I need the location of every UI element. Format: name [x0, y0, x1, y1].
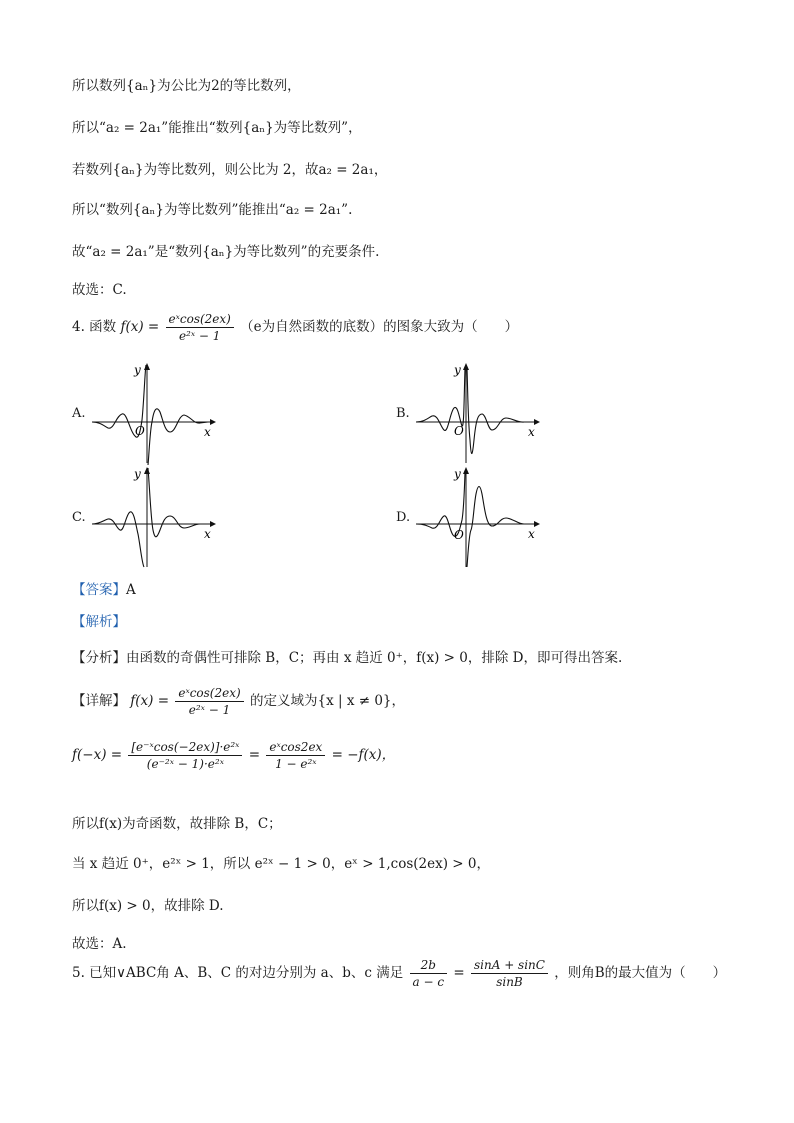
option-c-label: C. [72, 510, 86, 525]
fenxi-tag: 【分析】 [72, 650, 126, 666]
graph-b-x-label: x [528, 425, 535, 439]
q5-denominator-1: a − c [412, 975, 445, 989]
detail-domain: 的定义域为{x | x ≠ 0}， [249, 693, 406, 709]
graph-b-origin-label: O [454, 424, 464, 438]
q4-prefix: 4. 函数 [72, 319, 117, 335]
choose-line: 故选：A. [72, 936, 127, 952]
proof-line-1: 所以数列{aₙ}为公比为2的等比数列， [72, 78, 301, 94]
graph-a [90, 360, 220, 465]
detail-denominator: e²ˣ − 1 [188, 703, 231, 717]
q5-denominator-2: sinB [496, 975, 523, 989]
graph-a-origin-label: O [135, 424, 145, 438]
odd-line: 所以f(x)为奇函数，故排除 B，C； [72, 816, 282, 832]
detail-lhs: f(x) = [130, 693, 170, 709]
graph-b-y-label: y [454, 363, 461, 377]
graph-c-y-label: y [134, 467, 141, 481]
question-4 [72, 312, 518, 343]
question-5 [72, 958, 726, 989]
graph-c-x-label: x [204, 527, 211, 541]
q5-suffix: ，则角B的最大值为（ ） [554, 965, 727, 981]
fenxi-line [72, 646, 622, 666]
equation-line [72, 740, 395, 771]
graph-a-y-label: y [134, 363, 141, 377]
graph-a-x-label: x [204, 425, 211, 439]
positive-line: 所以f(x) > 0，故排除 D. [72, 898, 224, 914]
eq-denominator-1: (e⁻²ˣ − 1)·e²ˣ [146, 757, 224, 771]
eq-numerator-2: eˣcos2ex [266, 740, 325, 756]
graph-c-svg [90, 464, 220, 569]
detail-numerator: eˣcos(2ex) [175, 686, 243, 702]
proof-line-5: 故“a₂ = 2a₁”是“数列{aₙ}为等比数列”的充要条件. [72, 244, 380, 260]
q5-numerator-1: 2b [410, 958, 448, 974]
answer-value: A [126, 582, 136, 598]
graph-d-svg [414, 464, 544, 569]
eq-lhs: f(−x) = [72, 747, 123, 763]
graph-a-svg [90, 360, 220, 465]
q4-numerator: eˣcos(2ex) [166, 312, 234, 328]
option-a-label: A. [72, 406, 86, 421]
graph-d-origin-label: O [454, 528, 464, 542]
detail-fraction [175, 686, 243, 717]
graph-d [414, 464, 544, 569]
q5-fraction-1 [410, 958, 448, 989]
eq-equals: = [248, 747, 261, 763]
detail-line [72, 686, 405, 717]
q5-numerator-2: sinA + sinC [471, 958, 548, 974]
proof-line-6: 故选：C. [72, 282, 127, 298]
proof-line-3: 若数列{aₙ}为等比数列，则公比为 2，故a₂ = 2a₁， [72, 162, 388, 178]
graph-c [90, 464, 220, 569]
answer-tag: 【答案】 [72, 582, 126, 598]
eq-numerator-1: [e⁻ˣcos(−2ex)]·e²ˣ [128, 740, 242, 756]
graph-d-y-label: y [454, 467, 461, 481]
q5-equals: = [453, 965, 465, 981]
graph-d-x-label: x [528, 527, 535, 541]
eq-fraction-2 [266, 740, 325, 771]
q4-func-lhs: f(x) = [120, 319, 160, 335]
eq-denominator-2: 1 − e²ˣ [275, 757, 317, 771]
eq-fraction-1 [128, 740, 242, 771]
eq-rhs: = −f(x)， [331, 747, 396, 763]
analysis-line [72, 610, 126, 630]
analysis-tag: 【解析】 [72, 614, 126, 630]
graph-b [414, 360, 544, 465]
q4-denominator: e²ˣ − 1 [178, 329, 221, 343]
option-d-label: D. [396, 510, 411, 525]
q4-fraction [166, 312, 234, 343]
answer-line [72, 578, 136, 598]
q5-prefix: 5. 已知∨ABC角 A、B、C 的对边分别为 a、b、c 满足 [72, 965, 404, 981]
graph-b-svg [414, 360, 544, 465]
detail-tag: 【详解】 [72, 693, 126, 709]
q5-fraction-2 [471, 958, 548, 989]
fenxi-text: 由函数的奇偶性可排除 B，C；再由 x 趋近 0⁺，f(x) > 0，排除 D，即可得出答案. [126, 650, 623, 666]
near-zero-line: 当 x 趋近 0⁺，e²ˣ > 1，所以 e²ˣ − 1 > 0，eˣ > 1,cos(2ex) > 0， [72, 856, 490, 872]
proof-line-2: 所以“a₂ = 2a₁”能推出“数列{aₙ}为等比数列”， [72, 120, 362, 136]
proof-line-4: 所以“数列{aₙ}为等比数列”能推出“a₂ = 2a₁”. [72, 202, 353, 218]
option-b-label: B. [396, 406, 410, 421]
q4-suffix: （e为自然函数的底数）的图象大致为（ ） [240, 319, 519, 335]
